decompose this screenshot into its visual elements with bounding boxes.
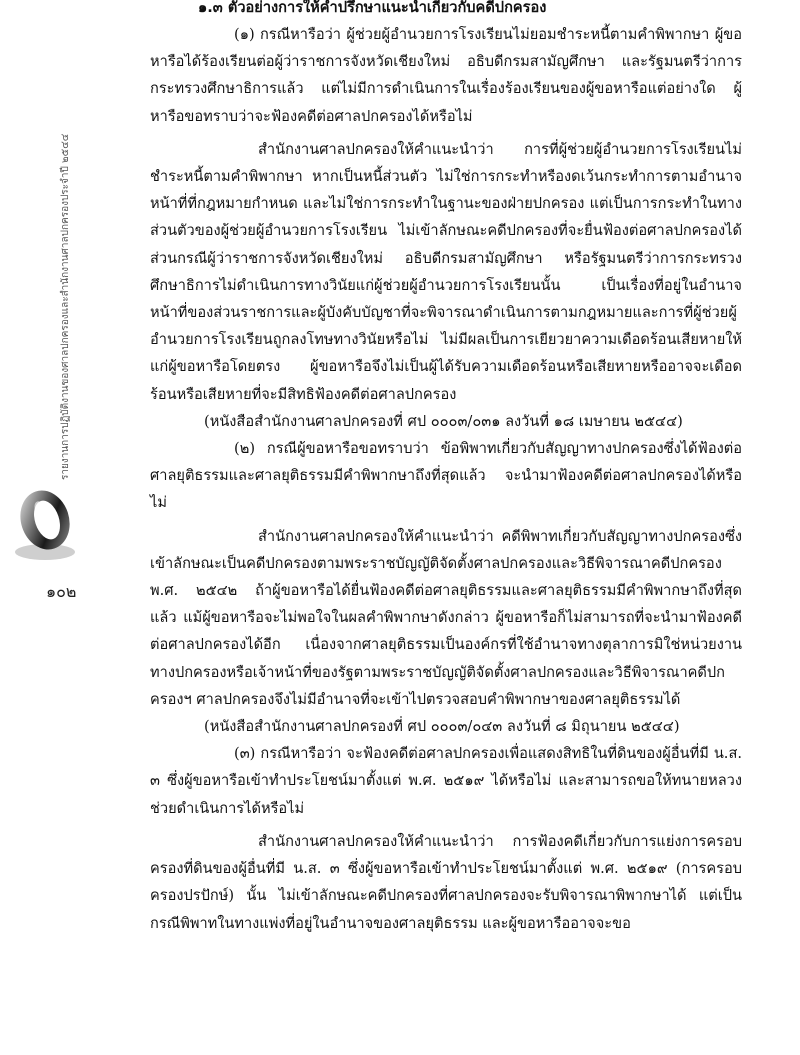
case-2-answer: สำนักงานศาลปกครองให้คำแนะนำว่า คดีพิพาทเกี่ยวกับสัญญาทางปกครองซึ่งเข้าลักษณะเป็นคดีปกครองตามพระราชบัญญัติจัดตั้งศาลปกครองและวิธีพิจารณาคดีปกครอง พ.ศ. ๒๕๔๒ ถ้าผู้ขอหารือได้ยื่นฟ้องคดีต่อศาลยุติธรรมและศาลยุติธรรมมีคำพิพากษาถึงที่สุดแล้ว แม้ผู้ขอหารือจะไม่พอใจในผลคำพิพากษาดังกล่าว ผู้ขอหารือก็ไม่สามารถที่จะนำมาฟ้องคดีต่อศาลปกครองได้อีก เนื่องจากศาลยุติธรรมเป็นองค์กรที่ใช้อำนาจทางตุลาการมิใช่หน่วยงานทางปกครองหรือเจ้าหน้าที่ของรัฐตามพระราชบัญญัติจัดตั้งศาลปกครองและวิธีพิจารณาคดีปกครองฯ ศาลปกครองจึงไม่มีอำนาจที่จะเข้าไปตรวจสอบคำพิพากษาของศาลยุติธรรมได้	[150, 527, 742, 708]
case-1-answer: สำนักงานศาลปกครองให้คำแนะนำว่า การที่ผู้ช่วยผู้อำนวยการโรงเรียนไม่ชำระหนี้ตามคำพิพากษา หากเป็นหนี้ส่วนตัว ไม่ใช่การกระทำหรืองดเว้นกระทำการตามอำนาจหน้าที่ที่กฎหมายกำหนด และไม่ใช่การกระทำในฐานะของฝ่ายปกครอง แต่เป็นการกระทำในทางส่วนตัวของผู้ช่วยผู้อำนวยการโรงเรียน ไม่เข้าลักษณะคดีปกครองที่จะยื่นฟ้องต่อศาลปกครองได้ ส่วนกรณีผู้ว่าราชการจังหวัดเชียงใหม่ อธิบดีกรมสามัญศึกษา หรือรัฐมนตรีว่าการกระทรวงศึกษาธิการไม่ดำเนินการทางวินัยแก่ผู้ช่วยผู้อำนวยการโรงเรียนนั้น เป็นเรื่องที่อยู่ในอำนาจหน้าที่ของส่วนราชการและผู้บังคับบัญชาที่จะพิจารณาดำเนินการตามกฎหมายและการที่ผู้ช่วยผู้อำนวยการโรงเรียนถูกลงโทษทางวินัยหรือไม่ ไม่มีผลเป็นการเยียวยาความเดือดร้อนเสียหายให้แก่ผู้ขอหารือโดยตรง ผู้ขอหารือจึงไม่เป็นผู้ได้รับความเดือดร้อนหรือเสียหายหรืออาจจะเดือดร้อนหรือเสียหายที่จะมีสิทธิฟ้องคดีต่อศาลปกครอง	[150, 140, 742, 403]
case-3-question: (๓) กรณีหารือว่า จะฟ้องคดีต่อศาลปกครองเพื่อแสดงสิทธิในที่ดินของผู้อื่นที่มี น.ส. ๓ ซึ่งผู้ขอหารือเข้าทำประโยชน์มาตั้งแต่ พ.ศ. ๒๕๑๙ ได้หรือไม่ และสามารถขอให้ทนายหลวงช่วยดำเนินการได้หรือไม่	[150, 745, 742, 817]
document-body	[150, 0, 742, 937]
case-3-answer: สำนักงานศาลปกครองให้คำแนะนำว่า การฟ้องคดีเกี่ยวกับการแย่งการครอบครองที่ดินของผู้อื่นที่มี น.ส. ๓ ซึ่งผู้ขอหารือเข้าทำประโยชน์มาตั้งแต่ พ.ศ. ๒๕๑๙ (การครอบครองปรปักษ์) นั้น ไม่เข้าลักษณะคดีปกครองที่ศาลปกครองจะรับพิจารณาพิพากษาได้ แต่เป็นกรณีพิพาทในทางแพ่งที่อยู่ในอำนาจของศาลยุติธรรม และผู้ขอหารืออาจจะขอ	[150, 832, 742, 932]
case-1-question: (๑) กรณีหารือว่า ผู้ช่วยผู้อำนวยการโรงเรียนไม่ยอมชำระหนี้ตามคำพิพากษา ผู้ขอหารือได้ร้องเรียนต่อผู้ว่าราชการจังหวัดเชียงใหม่ อธิบดีกรมสามัญศึกษา และรัฐมนตรีว่าการกระทรวงศึกษาธิการแล้ว แต่ไม่มีการดำเนินการในเรื่องร้องเรียนของผู้ขอหารือแต่อย่างใด ผู้หารือขอทราบว่าจะฟ้องคดีต่อศาลปกครองได้หรือไม่	[150, 26, 742, 125]
page-number: ๑๐๒	[46, 582, 77, 601]
ring-logo-icon	[12, 480, 78, 564]
section-heading: ๑.๓ ตัวอย่างการให้คำปรึกษาแนะนำเกี่ยวกับคดีปกครอง	[198, 0, 547, 16]
side-caption: รายงานการปฏิบัติงานของศาลปกครองและสำนักงานศาลปกครองประจำปี ๒๕๔๔	[60, 133, 71, 480]
case-2-reference: (หนังสือสำนักงานศาลปกครองที่ ศป ๐๐๐๓/๐๔๓ ลงวันที่ ๘ มิถุนายน ๒๕๔๔)	[204, 718, 680, 736]
case-2-question: (๒) กรณีผู้ขอหารือขอทราบว่า ข้อพิพาทเกี่ยวกับสัญญาทางปกครองซึ่งได้ฟ้องต่อศาลยุติธรรมและศาลยุติธรรมมีคำพิพากษาถึงที่สุดแล้ว จะนำมาฟ้องคดีต่อศาลปกครองได้หรือไม่	[150, 440, 742, 512]
case-1-reference: (หนังสือสำนักงานศาลปกครองที่ ศป ๐๐๐๓/๐๓๑ ลงวันที่ ๑๘ เมษายน ๒๕๔๔)	[204, 412, 683, 430]
